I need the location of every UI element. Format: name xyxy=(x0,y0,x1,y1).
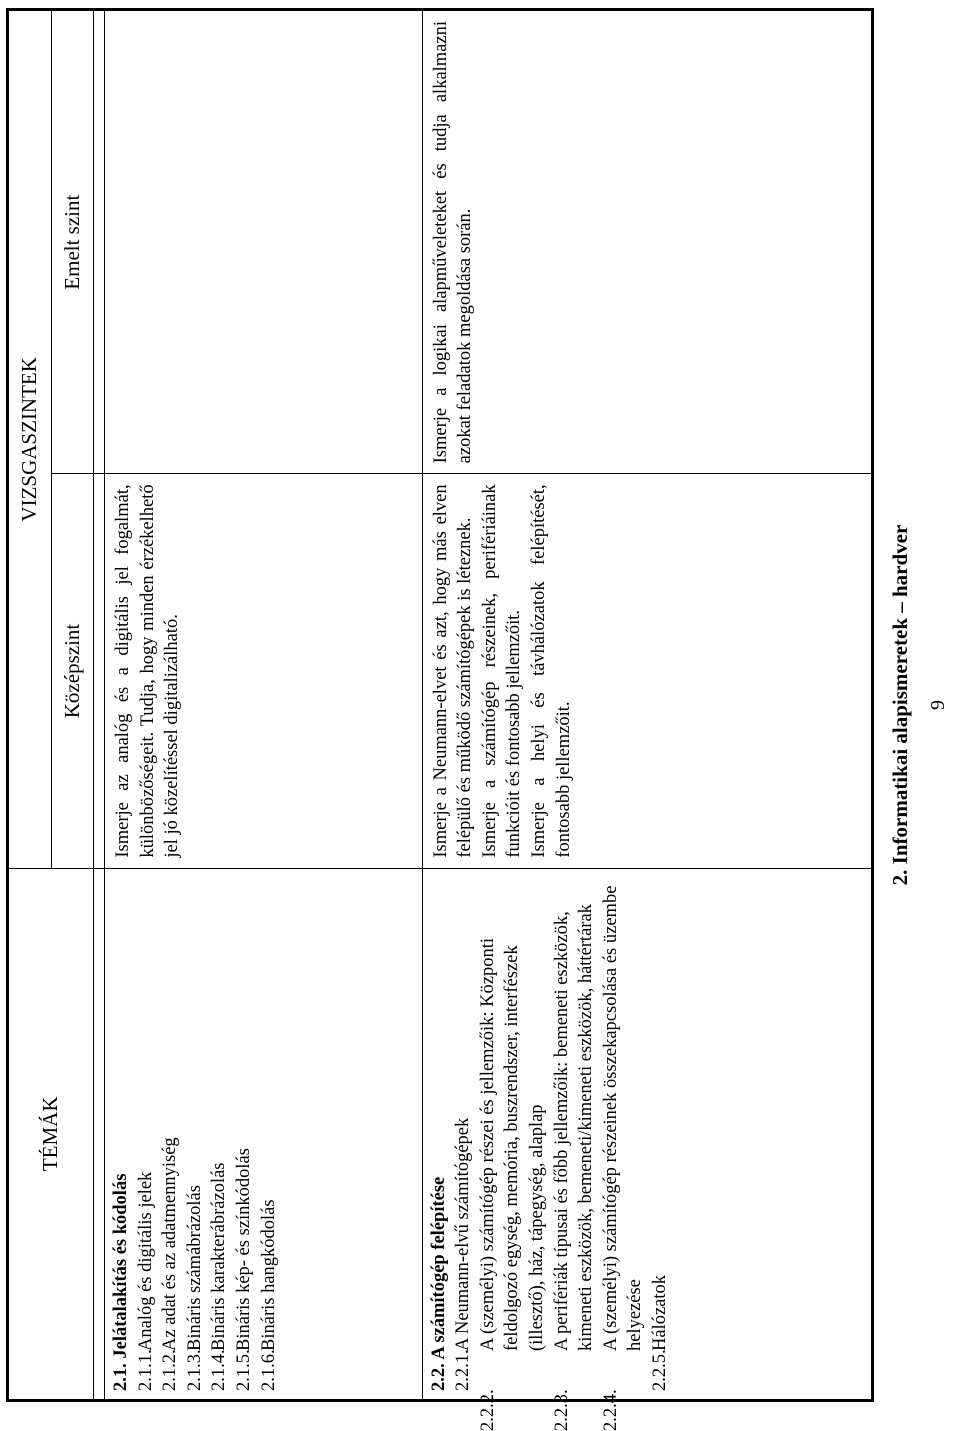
requirement-text: Ismerje az analóg és a digitális jel fogalmát, különbözőségeit. Tudja, hogy minden érzékelhető jel jó közelítéssel digitalizálható. xyxy=(113,484,183,858)
advanced-cell xyxy=(422,10,872,474)
intermediate-cell xyxy=(422,474,872,868)
advanced-cell xyxy=(105,10,423,474)
intermediate-cell xyxy=(105,474,423,868)
requirement-text: Ismerje a logikai alapműveleteket és tudja alkalmazni azokat feladatok megoldása során. xyxy=(430,21,476,464)
topic-item: 2.2.3.A perifériák típusai és főbb jellemzőik: bemeneti eszközök, kimeneti eszközök, bemeneti/kimeneti eszközök, háttértárak xyxy=(551,904,597,1431)
topic-item: 2.1.5.Bináris kép- és színkódolás xyxy=(233,1148,254,1391)
spacer-cell xyxy=(94,474,105,868)
spacer-cell xyxy=(94,868,105,1400)
intermediate-header: Középszint xyxy=(52,474,94,868)
topic-item: 2.1.1.Analóg és digitális jelek xyxy=(135,1171,156,1391)
requirement-text: Ismerje a számítógép részeinek, perifériáinak funkcióit és fontosabb jellemzőit. xyxy=(479,484,525,858)
advanced-header: Emelt szint xyxy=(52,10,94,474)
requirement-text: Ismerje a helyi és távhálózatok felépítését, fontosabb jellemzőit. xyxy=(529,484,574,858)
syllabus-table xyxy=(6,8,874,1431)
page-title: 2. Informatikai alapismeretek – hardver xyxy=(888,524,912,886)
topics-cell xyxy=(422,868,872,1431)
requirement-text: Ismerje a Neumann-elvet és azt, hogy más elven felépülő és működő számítógépek is léteznek. xyxy=(430,484,476,858)
topic-item: 2.1.4.Bináris karakterábrázolás xyxy=(209,1162,230,1391)
spacer-cell xyxy=(94,10,105,474)
topics-header: TÉMÁK xyxy=(8,868,94,1400)
topic-item: 2.1.3.Bináris számábrázolás xyxy=(184,1185,205,1391)
exam-levels-header: VIZSGASZINTEK xyxy=(8,10,52,869)
topic-item: 2.2.2.A (személyi) számítógép részei és jellemzőik: Központi feldolgozó egység, memória, buszrendszer, interfészek (illesztő), ház, tápegység, alaplap xyxy=(477,937,548,1431)
section-row-2-2 xyxy=(422,10,872,1401)
section-title: 2.1. Jelátalakítás és kódolás xyxy=(111,1173,131,1391)
section-title: 2.2. A számítógép felépítése xyxy=(428,1176,449,1391)
topic-item: 2.1.2.Az adat és az adatmennyiség xyxy=(160,1137,181,1391)
topics-cell xyxy=(105,868,423,1400)
page-number: 9 xyxy=(927,700,949,710)
topic-item: 2.2.4.A (személyi) számítógép részeinek összekapcsolása és üzembe helyezése xyxy=(600,885,646,1431)
topic-item: 2.2.1.A Neumann-elvű számítógépek xyxy=(453,1117,474,1391)
topic-item: 2.1.6.Bináris hangkódolás xyxy=(258,1199,279,1391)
topic-item: 2.2.5.Hálózatok xyxy=(650,1274,671,1391)
section-row-2-1 xyxy=(105,10,423,1401)
